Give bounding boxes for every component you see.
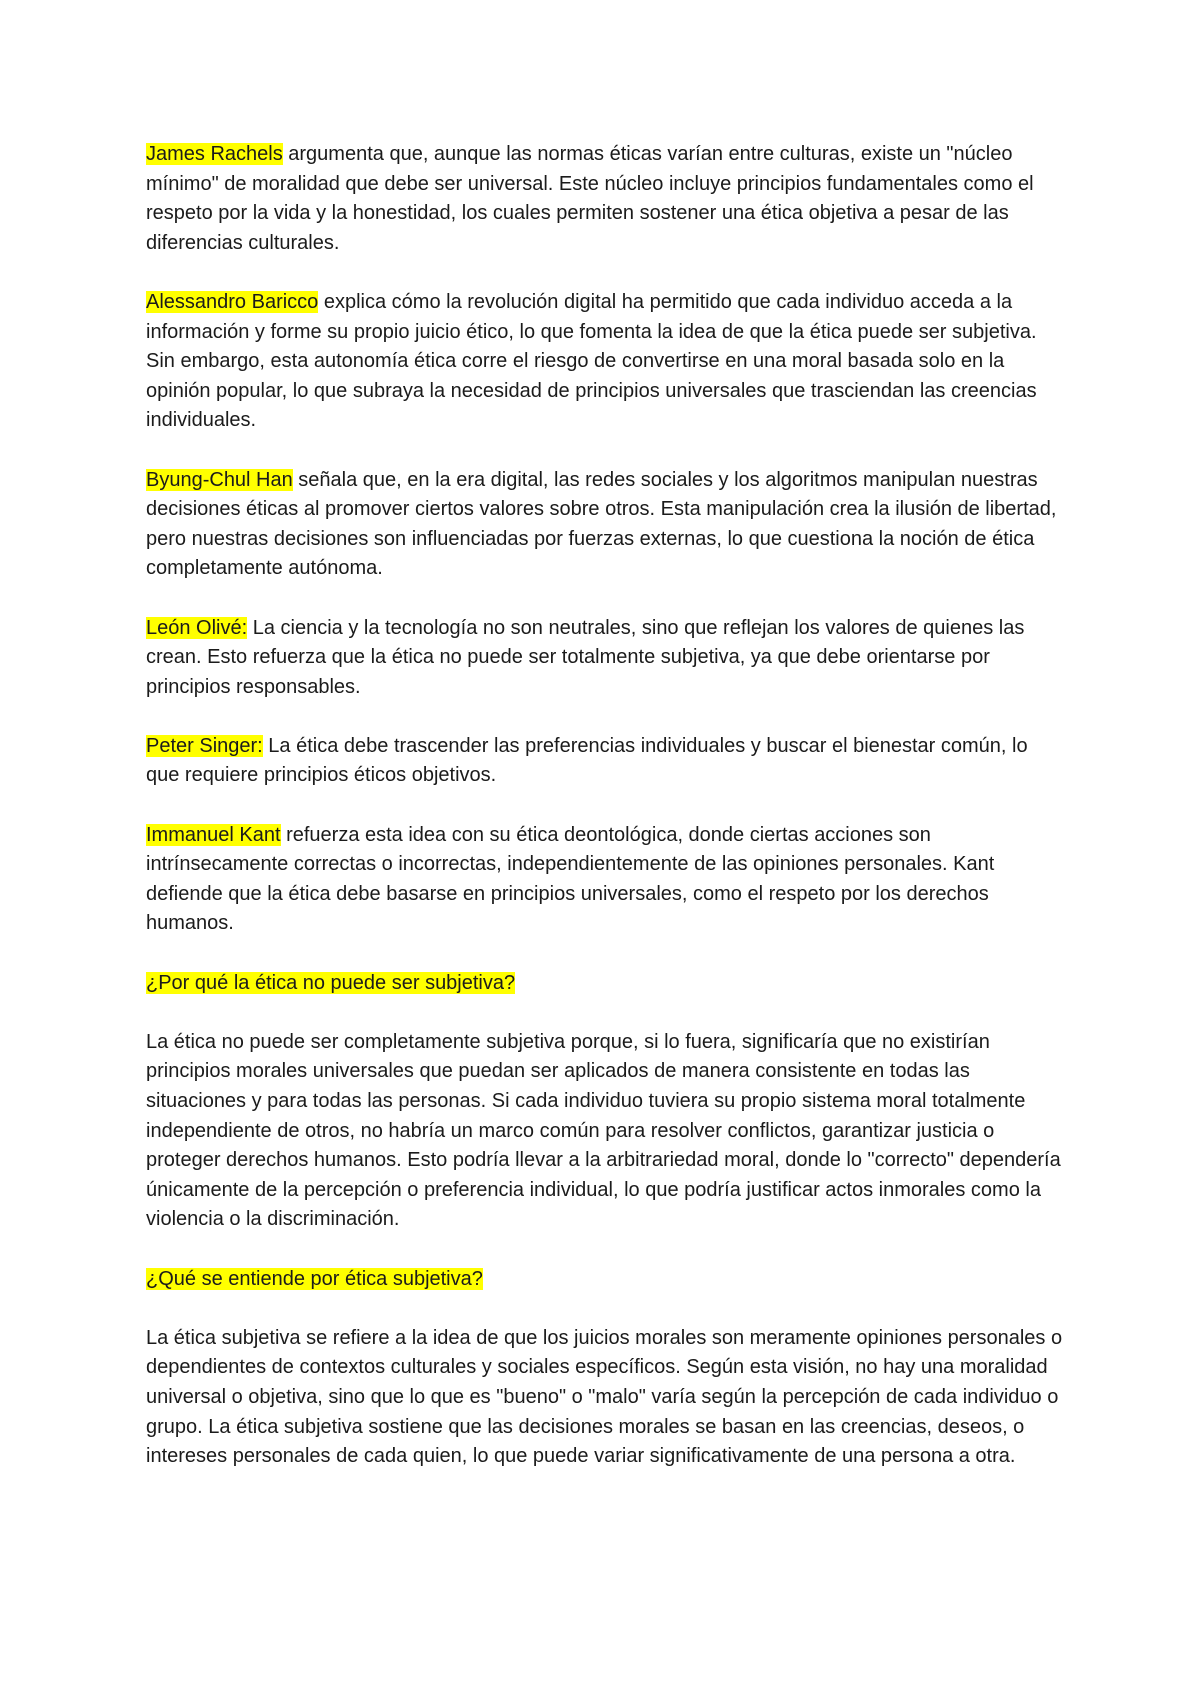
paragraph-alessandro-baricco	[146, 288, 1066, 436]
heading-que-se-entiende	[146, 1265, 1066, 1295]
highlighted-question-heading: ¿Por qué la ética no puede ser subjetiva?	[146, 971, 516, 994]
paragraph-text: señala que, en la era digital, las redes sociales y los algoritmos manipulan nuestras decisiones éticas al promover ciertos valores sobre otros. Esta manipulación crea la ilusión de libertad, pero nuestras decisiones son influenciadas por fuerzas externas, lo que cuestiona la noción de ética completamente autónoma.	[146, 468, 1057, 580]
paragraph-text: argumenta que, aunque las normas éticas varían entre culturas, existe un "núcleo mínimo" de moralidad que debe ser universal. Este núcleo incluye principios fundamentales como el respeto por la vida y la honestidad, los cuales permiten sostener una ética objetiva a pesar de las diferencias culturales.	[146, 143, 1034, 254]
highlighted-author-name: Alessandro Baricco	[146, 290, 319, 313]
highlighted-author-name: León Olivé:	[146, 616, 248, 639]
highlighted-author-name: James Rachels	[146, 143, 283, 165]
paragraph-peter-singer	[146, 732, 1066, 791]
highlighted-author-name: Peter Singer:	[146, 734, 263, 757]
paragraph-byung-chul-han	[146, 466, 1066, 584]
paragraph-james-rachels	[146, 140, 1066, 258]
heading-por-que-etica	[146, 969, 1066, 999]
paragraph-definicion-subjetiva	[146, 1324, 1066, 1472]
highlighted-author-name: Immanuel Kant	[146, 823, 281, 846]
highlighted-author-name: Byung-Chul Han	[146, 468, 293, 491]
paragraph-text: refuerza esta idea con su ética deontológica, donde ciertas acciones son intrínsecamente correctas o incorrectas, independientemente de las opiniones personales. Kant defiende que la ética debe basarse en principios universales, como el respeto por los derechos humanos.	[146, 823, 995, 935]
paragraph-immanuel-kant	[146, 821, 1066, 939]
highlighted-question-heading: ¿Qué se entiende por ética subjetiva?	[146, 1267, 483, 1290]
paragraph-text: La ética no puede ser completamente subjetiva porque, si lo fuera, significaría que no existirían principios morales universales que puedan ser aplicados de manera consistente en todas las situaciones y para todas las personas. Si cada individuo tuviera su propio sistema moral totalmente independiente de otros, no habría un marco común para resolver conflictos, garantizar justicia o proteger derechos humanos. Esto podría llevar a la arbitrariedad moral, donde lo "correcto" dependería únicamente de la percepción o preferencia individual, lo que podría justificar actos inmorales como la violencia o la discriminación.	[146, 1030, 1061, 1231]
paragraph-text: La ética subjetiva se refiere a la idea de que los juicios morales son meramente opiniones personales o dependientes de contextos culturales y sociales específicos. Según esta visión, no hay una moralidad universal o objetiva, sino que lo que es "bueno" o "malo" varía según la percepción de cada individuo o grupo. La ética subjetiva sostiene que las decisiones morales se basan en las creencias, deseos, o intereses personales de cada quien, lo que puede variar significativamente de una persona a otra.	[146, 1326, 1063, 1468]
paragraph-text: explica cómo la revolución digital ha permitido que cada individuo acceda a la información y forme su propio juicio ético, lo que fomenta la idea de que la ética puede ser subjetiva. Sin embargo, esta autonomía ética corre el riesgo de convertirse en una moral basada solo en la opinión popular, lo que subraya la necesidad de principios universales que trasciendan las creencias individuales.	[146, 290, 1037, 432]
paragraph-leon-olive	[146, 614, 1066, 703]
paragraph-respuesta-subjetiva	[146, 1028, 1066, 1235]
document-page	[146, 140, 1066, 1501]
paragraph-text: La ética debe trascender las preferencias individuales y buscar el bienestar común, lo que requiere principios éticos objetivos.	[146, 734, 1028, 787]
paragraph-text: La ciencia y la tecnología no son neutrales, sino que reflejan los valores de quienes las crean. Esto refuerza que la ética no puede ser totalmente subjetiva, ya que debe orientarse por principios responsables.	[146, 616, 1025, 698]
